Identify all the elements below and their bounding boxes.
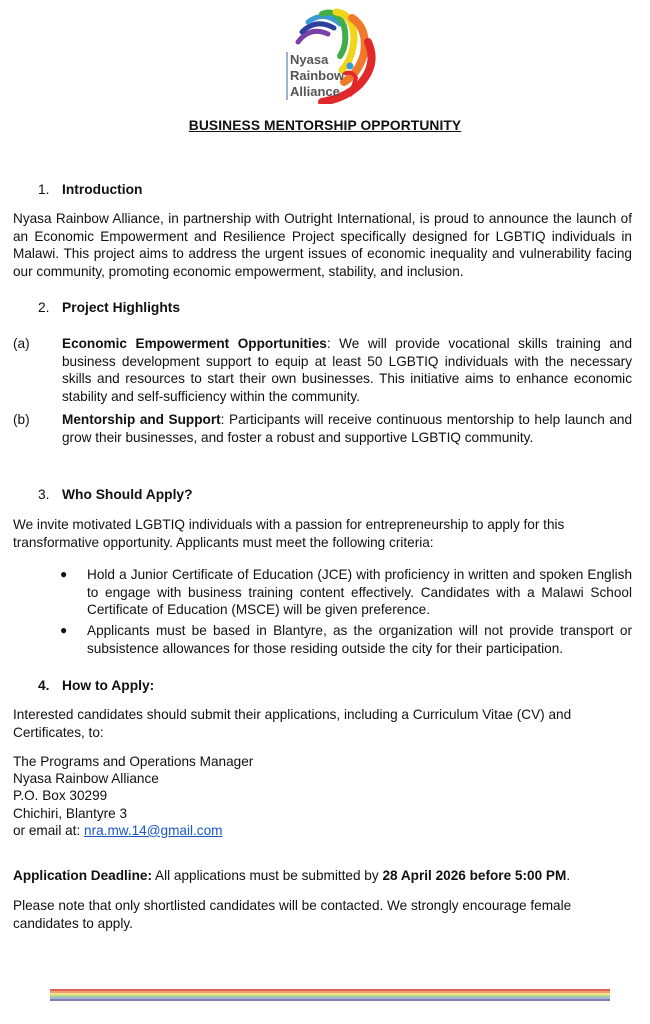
section-heading-text: Project Highlights bbox=[62, 300, 181, 315]
section-heading-introduction bbox=[38, 182, 142, 197]
who-should-apply-paragraph: We invite motivated LGBTIQ individuals with a passion for entrepreneurship to apply for this transformative opportunity. Applicants must meet the following criteria: bbox=[13, 517, 565, 550]
bullet-dot-icon: ● bbox=[60, 623, 68, 637]
highlight-text: : We will provide vocational skills training and business development support to equip at least 50 LGBTIQ individuals with the necessary skills and resources to start their own businesses. This initiative aims to enhance economic stability and self-sufficiency within the community. bbox=[62, 336, 633, 404]
deadline-end: . bbox=[566, 868, 571, 883]
bullet-dot-icon: ● bbox=[60, 567, 68, 581]
section-heading-who-should-apply bbox=[38, 487, 193, 502]
highlight-item-economic-empowerment bbox=[13, 335, 632, 405]
section-number: 3. bbox=[38, 487, 50, 502]
svg-text:Rainbow: Rainbow bbox=[290, 68, 345, 83]
list-marker: (a) bbox=[13, 336, 30, 351]
address-email-line bbox=[13, 822, 253, 839]
shortlist-note: Please note that only shortlisted candidates will be contacted. We strongly encourage female candidates to apply. bbox=[13, 898, 572, 931]
list-marker: (b) bbox=[13, 412, 30, 427]
address-organization: Nyasa Rainbow Alliance bbox=[13, 771, 159, 787]
address-po-box: P.O. Box 30299 bbox=[13, 788, 108, 804]
criteria-text: Hold a Junior Certificate of Education (JCE) with proficiency in written and spoken English to engage with business training content effectively. Candidates with a Malawi School Certificate of Education (MSCE) will be given preference. bbox=[87, 567, 632, 617]
deadline-text: All applications must be submitted by bbox=[151, 868, 383, 883]
deadline-date: 28 April 2026 before 5:00 PM bbox=[382, 868, 567, 883]
section-heading-project-highlights bbox=[38, 300, 180, 315]
section-number: 1. bbox=[38, 182, 50, 197]
svg-text:Nyasa: Nyasa bbox=[290, 52, 329, 67]
email-link[interactable]: nra.mw.14@gmail.com bbox=[84, 822, 223, 838]
section-number: 2. bbox=[38, 300, 50, 315]
section-number: 4. bbox=[38, 678, 50, 693]
address-recipient: The Programs and Operations Manager bbox=[13, 754, 254, 769]
page-title: BUSINESS MENTORSHIP OPPORTUNITY bbox=[188, 118, 462, 133]
criteria-bullet bbox=[60, 622, 632, 657]
section-heading-how-to-apply bbox=[38, 678, 154, 693]
highlight-title: Mentorship and Support bbox=[62, 412, 221, 427]
section-heading-text: Who Should Apply? bbox=[62, 487, 193, 502]
rainbow-footer-divider bbox=[50, 989, 610, 1001]
mailing-address bbox=[13, 753, 253, 839]
svg-text:Alliance: Alliance bbox=[290, 84, 340, 99]
criteria-text: Applicants must be based in Blantyre, as the organization will not provide transport or subsistence allowances for those residing outside the city for their participation. bbox=[87, 623, 632, 656]
rainbow-stripe-purple bbox=[50, 999, 610, 1001]
section-heading-text: Introduction bbox=[62, 182, 143, 197]
deadline-label: Application Deadline: bbox=[13, 868, 152, 883]
introduction-paragraph: Nyasa Rainbow Alliance, in partnership with Outright International, is proud to announce the launch of an Economic Empowerment and Resilience Project specifically designed for LGBTIQ individuals in Malawi. This project aims to address the urgent issues of economic inequality and vulnerability facing our community, promoting economic empowerment, stability, and inclusion. bbox=[13, 211, 632, 279]
highlight-item-mentorship-support bbox=[13, 411, 632, 446]
how-to-apply-paragraph: Interested candidates should submit their applications, including a Curriculum Vitae (CV) and Certificates, to: bbox=[13, 707, 572, 740]
email-prefix: or email at: bbox=[13, 822, 85, 838]
criteria-bullet bbox=[60, 566, 632, 619]
highlight-text: : Participants will receive continuous mentorship to help launch and grow their businesses, and foster a robust and supportive LGBTIQ community. bbox=[62, 412, 633, 445]
address-city: Chichiri, Blantyre 3 bbox=[13, 805, 128, 821]
application-deadline bbox=[13, 867, 632, 885]
highlight-title: Economic Empowerment Opportunities bbox=[62, 336, 327, 351]
nyasa-rainbow-alliance-logo bbox=[270, 4, 390, 104]
rainbow-figure-logo-icon bbox=[270, 4, 390, 104]
section-heading-text: How to Apply: bbox=[62, 678, 155, 693]
